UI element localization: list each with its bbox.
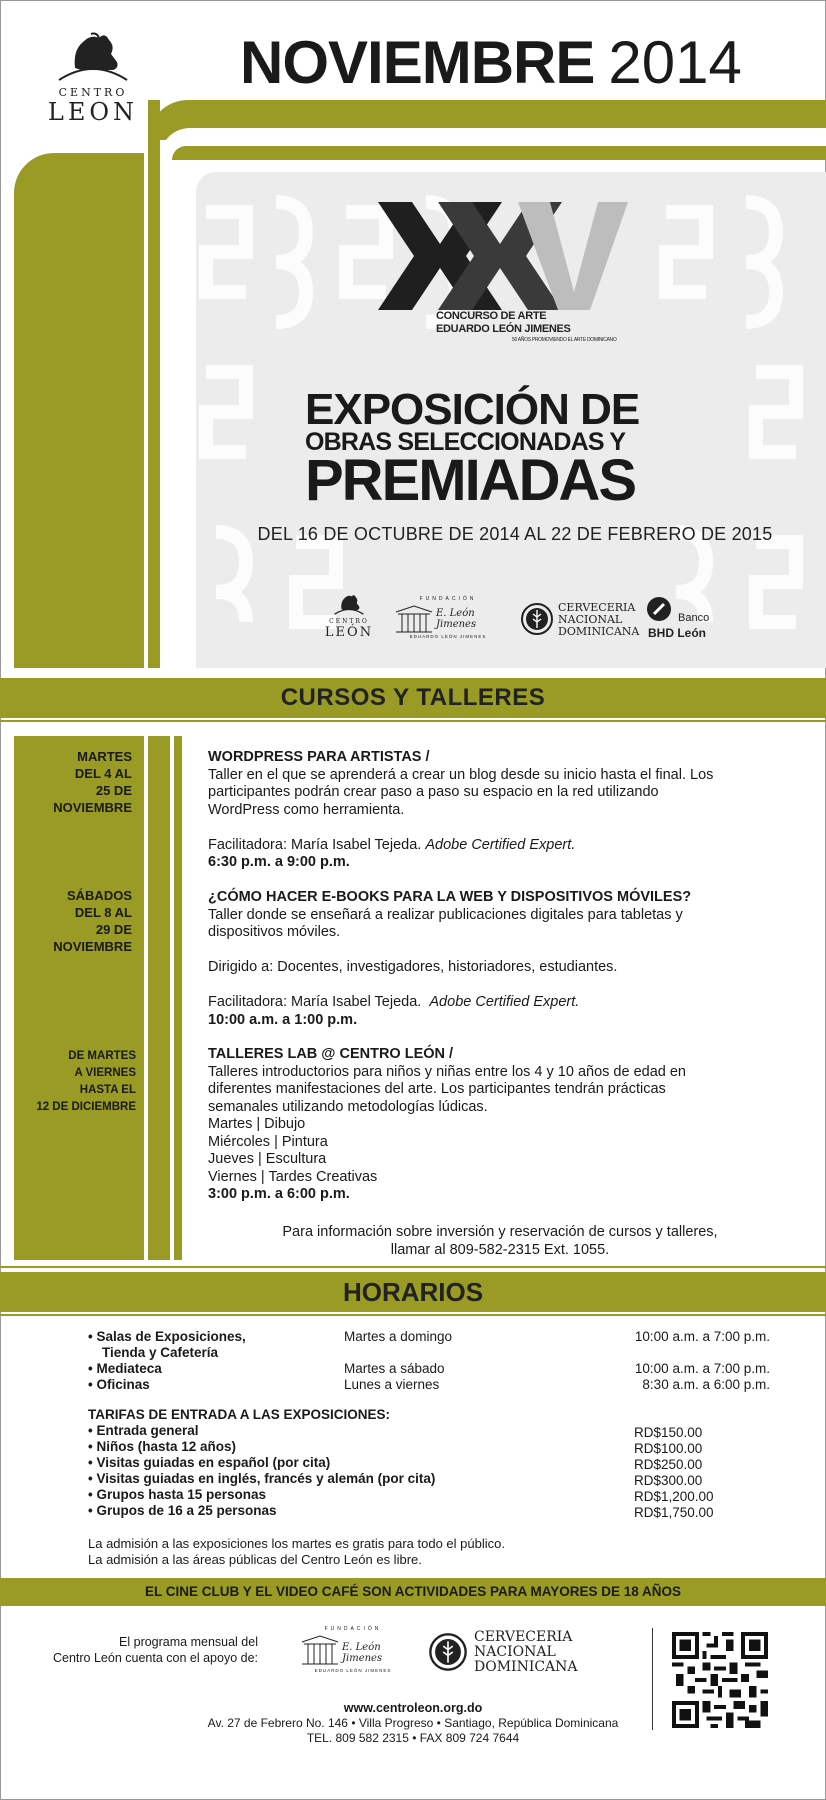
course-time: 3:00 p.m. a 6:00 p.m. (208, 1186, 350, 1202)
date-line: DE MARTES (68, 1050, 136, 1062)
horarios-title: HORARIOS (342, 1277, 484, 1307)
tarifa-price: RD$1,750.00 (634, 1505, 714, 1520)
hours-row-time: 8:30 a.m. a 6:00 p.m. (642, 1377, 770, 1392)
tarifa-price: RD$1,200.00 (634, 1489, 714, 1504)
olive-band-left-inner (148, 100, 160, 668)
building-icon (300, 1634, 340, 1666)
schedule-line: Jueves | Escultura (208, 1151, 327, 1167)
bank-logo-icon (646, 596, 672, 622)
date-line: HASTA EL (79, 1084, 136, 1096)
exhibition-dates: DEL 16 DE OCTUBRE DE 2014 AL 22 DE FEBRERO DE 2015 (257, 524, 773, 544)
sponsor-centro-leon (314, 592, 384, 644)
date-line: 25 DE (95, 783, 132, 798)
website-link[interactable]: www.centroleon.org.do (343, 1701, 483, 1715)
sponsor-bhd (644, 594, 734, 644)
course-title: ¿CÓMO HACER E-BOOKS PARA LA WEB Y DISPOSITIVOS MÓVILES? (208, 889, 692, 905)
sponsor-leon-line1: CENTRO (329, 618, 369, 625)
lion-icon (332, 592, 366, 616)
schedule-line: Martes | Dibujo (208, 1116, 306, 1132)
course-desc-line: WordPress como herramienta. (208, 801, 405, 818)
support-line: Centro León cuenta con el apoyo de: (52, 1651, 258, 1665)
address: Av. 27 de Febrero No. 146 • Villa Progreso • Santiago, República Dominicana (207, 1716, 619, 1730)
fundacion-top: FUNDACIÓN (324, 1626, 382, 1632)
contest-line2: EDUARDO LEÓN JIMENES (436, 323, 571, 335)
wheat-emblem-icon (428, 1632, 468, 1672)
course-facilitator (208, 837, 788, 855)
tarifa-name: • Grupos hasta 15 personas (88, 1487, 267, 1502)
course-desc-line: semanales utilizando metodologías lúdicas. (208, 1098, 488, 1115)
date-line: 12 DE DICIEMBRE (36, 1101, 136, 1113)
cine-notice: EL CINE CLUB Y EL VIDEO CAFÉ SON ACTIVIDADES PARA MAYORES DE 18 AÑOS (144, 1584, 682, 1599)
cerveceria-l1: CERVECERIA (558, 601, 636, 614)
course-desc-line: Taller donde se enseñará a realizar publicaciones digitales para tabletas y (208, 906, 683, 923)
admission-note-2: La admisión a las áreas públicas del Centro León es libre. (88, 1552, 422, 1567)
contest-small: 50 AÑOS PROMOVIENDO EL ARTE DOMINICANO (512, 337, 617, 343)
cursos-side-bar-inner2 (174, 736, 182, 1260)
cerveceria-l3: DOMINICANA (558, 625, 640, 638)
exhibition-title-line2: OBRAS SELECCIONADAS Y (305, 428, 626, 456)
course-title: WORDPRESS PARA ARTISTAS / (208, 749, 430, 765)
course-audience: Dirigido a: Docentes, investigadores, historiadores, estudiantes. (208, 959, 618, 975)
month-title (240, 28, 800, 98)
course-facilitator (208, 994, 788, 1012)
lion-icon (53, 28, 133, 84)
fundacion-name: E. León Jimenes (342, 1642, 383, 1664)
date-line: SÁBADOS (66, 888, 132, 903)
exhibition-title-line1: EXPOSICIÓN DE (305, 385, 640, 434)
contest-name (436, 310, 636, 344)
support-text (40, 1634, 258, 1666)
date-line: A VIERNES (74, 1067, 136, 1079)
cursos-side-bar-inner (148, 736, 170, 1260)
xxv-logo (378, 202, 628, 310)
tarifa-name: • Niños (hasta 12 años) (88, 1439, 237, 1454)
hours-row-name: • Mediateca (88, 1361, 162, 1376)
hours-row-name: • Salas de Exposiciones, (88, 1329, 246, 1344)
hours-row-days: Lunes a viernes (344, 1377, 440, 1392)
fundacion-bottom: EDUARDO LEÓN JIMENES (409, 634, 487, 639)
contest-line1: CONCURSO DE ARTE (436, 310, 547, 322)
course-time: 6:30 p.m. a 9:00 p.m. (208, 854, 350, 870)
tarifa-name: • Visitas guiadas en español (por cita) (88, 1455, 331, 1470)
hours-row-name2: Tienda y Cafetería (102, 1345, 219, 1360)
hours-row-time: 10:00 a.m. a 7:00 p.m. (634, 1329, 770, 1344)
schedule-line: Miércoles | Pintura (208, 1133, 328, 1150)
info-line: Para información sobre inversión y reservación de cursos y talleres, (282, 1224, 718, 1240)
exhibition-title-line3: PREMIADAS (305, 448, 636, 513)
hours-row-time: 10:00 a.m. a 7:00 p.m. (634, 1361, 770, 1376)
support-line: El programa mensual del (119, 1635, 258, 1649)
info-line: llamar al 809-582-2315 Ext. 1055. (390, 1241, 610, 1258)
course-desc-line: Taller en el que se aprenderá a crear un blog desde su inicio hasta el final. Los (208, 766, 714, 783)
olive-band-left (14, 153, 144, 668)
tarifa-name: • Entrada general (88, 1423, 199, 1438)
tarifa-name: • Grupos de 16 a 25 personas (88, 1503, 277, 1518)
sponsor-fundacion (392, 594, 504, 644)
tarifa-name: • Visitas guiadas en inglés, francés y alemán (por cita) (88, 1471, 436, 1486)
cursos-divider (0, 720, 826, 722)
date-line: MARTES (77, 749, 132, 764)
facilitator-name: Facilitadora: María Isabel Tejeda. (208, 836, 422, 853)
cerveceria-l2: NACIONAL (474, 1644, 556, 1660)
year: 2014 (608, 29, 742, 96)
course-ebooks (208, 889, 788, 1029)
course-desc-line: diferentes manifestaciones del arte. Los participantes tendrán prácticas (208, 1081, 666, 1097)
course-desc-line: Talleres introductorios para niños y niñas entre los 4 y 10 años de edad en (208, 1063, 686, 1080)
tarifa-price: RD$150.00 (634, 1425, 703, 1440)
course-3-dates (14, 1048, 136, 1116)
fundacion-top: FUNDACIÓN (419, 596, 477, 602)
course-time: 10:00 a.m. a 1:00 p.m. (208, 1011, 358, 1028)
footer-fundacion-logo (298, 1626, 408, 1678)
facilitator-cert: Adobe Certified Expert. (425, 836, 576, 853)
phone-fax: TEL. 809 582 2315 • FAX 809 724 7644 (306, 1731, 520, 1745)
date-line: 29 DE (95, 922, 132, 937)
horarios-divider-top (0, 1266, 826, 1268)
date-line: NOVIEMBRE (53, 800, 132, 815)
sponsor-cerveceria (520, 598, 640, 642)
date-line: DEL 8 AL (74, 905, 132, 920)
cerveceria-l2: NACIONAL (558, 613, 623, 626)
course-title: TALLERES LAB @ CENTRO LEÓN / (208, 1046, 454, 1062)
tarifa-price: RD$250.00 (634, 1457, 703, 1472)
hours-row-days: Martes a domingo (344, 1329, 453, 1344)
month: NOVIEMBRE (240, 29, 595, 96)
centro-leon-logo (28, 28, 158, 124)
admission-note-1: La admisión a las exposiciones los martes es gratis para todo el público. (88, 1536, 505, 1551)
tarifa-price: RD$100.00 (634, 1441, 703, 1456)
course-wordpress (208, 749, 788, 872)
facilitator-name: Facilitadora: María Isabel Tejeda. (208, 994, 422, 1010)
cursos-title: CURSOS Y TALLERES (280, 684, 546, 711)
course-desc-line: dispositivos móviles. (208, 924, 341, 940)
course-desc-line: participantes podrán crear paso a paso su espacio en la red utilizando (208, 784, 659, 800)
hours-row-name: • Oficinas (88, 1377, 150, 1392)
course-1-dates (20, 748, 132, 816)
tarifa-price: RD$300.00 (634, 1473, 703, 1488)
date-line: NOVIEMBRE (53, 939, 132, 954)
olive-band-thin (172, 146, 826, 160)
horarios-divider-bottom (0, 1314, 826, 1316)
bank-l1: Banco (678, 612, 710, 624)
footer-cerveceria-logo (428, 1630, 578, 1678)
course-2-dates (20, 887, 132, 955)
logo-line1: CENTRO (58, 86, 128, 99)
wheat-emblem-icon (520, 602, 554, 636)
date-line: DEL 4 AL (74, 766, 132, 781)
schedule-line: Viernes | Tardes Creativas (208, 1168, 378, 1185)
fundacion-bottom: EDUARDO LEÓN JIMENES (314, 1668, 392, 1673)
hours-row-days: Martes a sábado (344, 1361, 445, 1376)
facilitator-cert: Adobe Certified Expert. (429, 994, 580, 1010)
fundacion-name: E. León Jimenes (436, 608, 477, 630)
cerveceria-l1: CERVECERIA (474, 1629, 573, 1645)
cursos-info (208, 1224, 792, 1259)
sponsor-leon-line2: LEÓN (324, 625, 374, 640)
cerveceria-l3: DOMINICANA (474, 1659, 578, 1675)
bank-l2: BHD León (648, 626, 706, 640)
course-talleres-lab (208, 1046, 788, 1204)
logo-line2: LEON (47, 98, 139, 126)
tarifas-title: TARIFAS DE ENTRADA A LAS EXPOSICIONES: (88, 1407, 391, 1422)
